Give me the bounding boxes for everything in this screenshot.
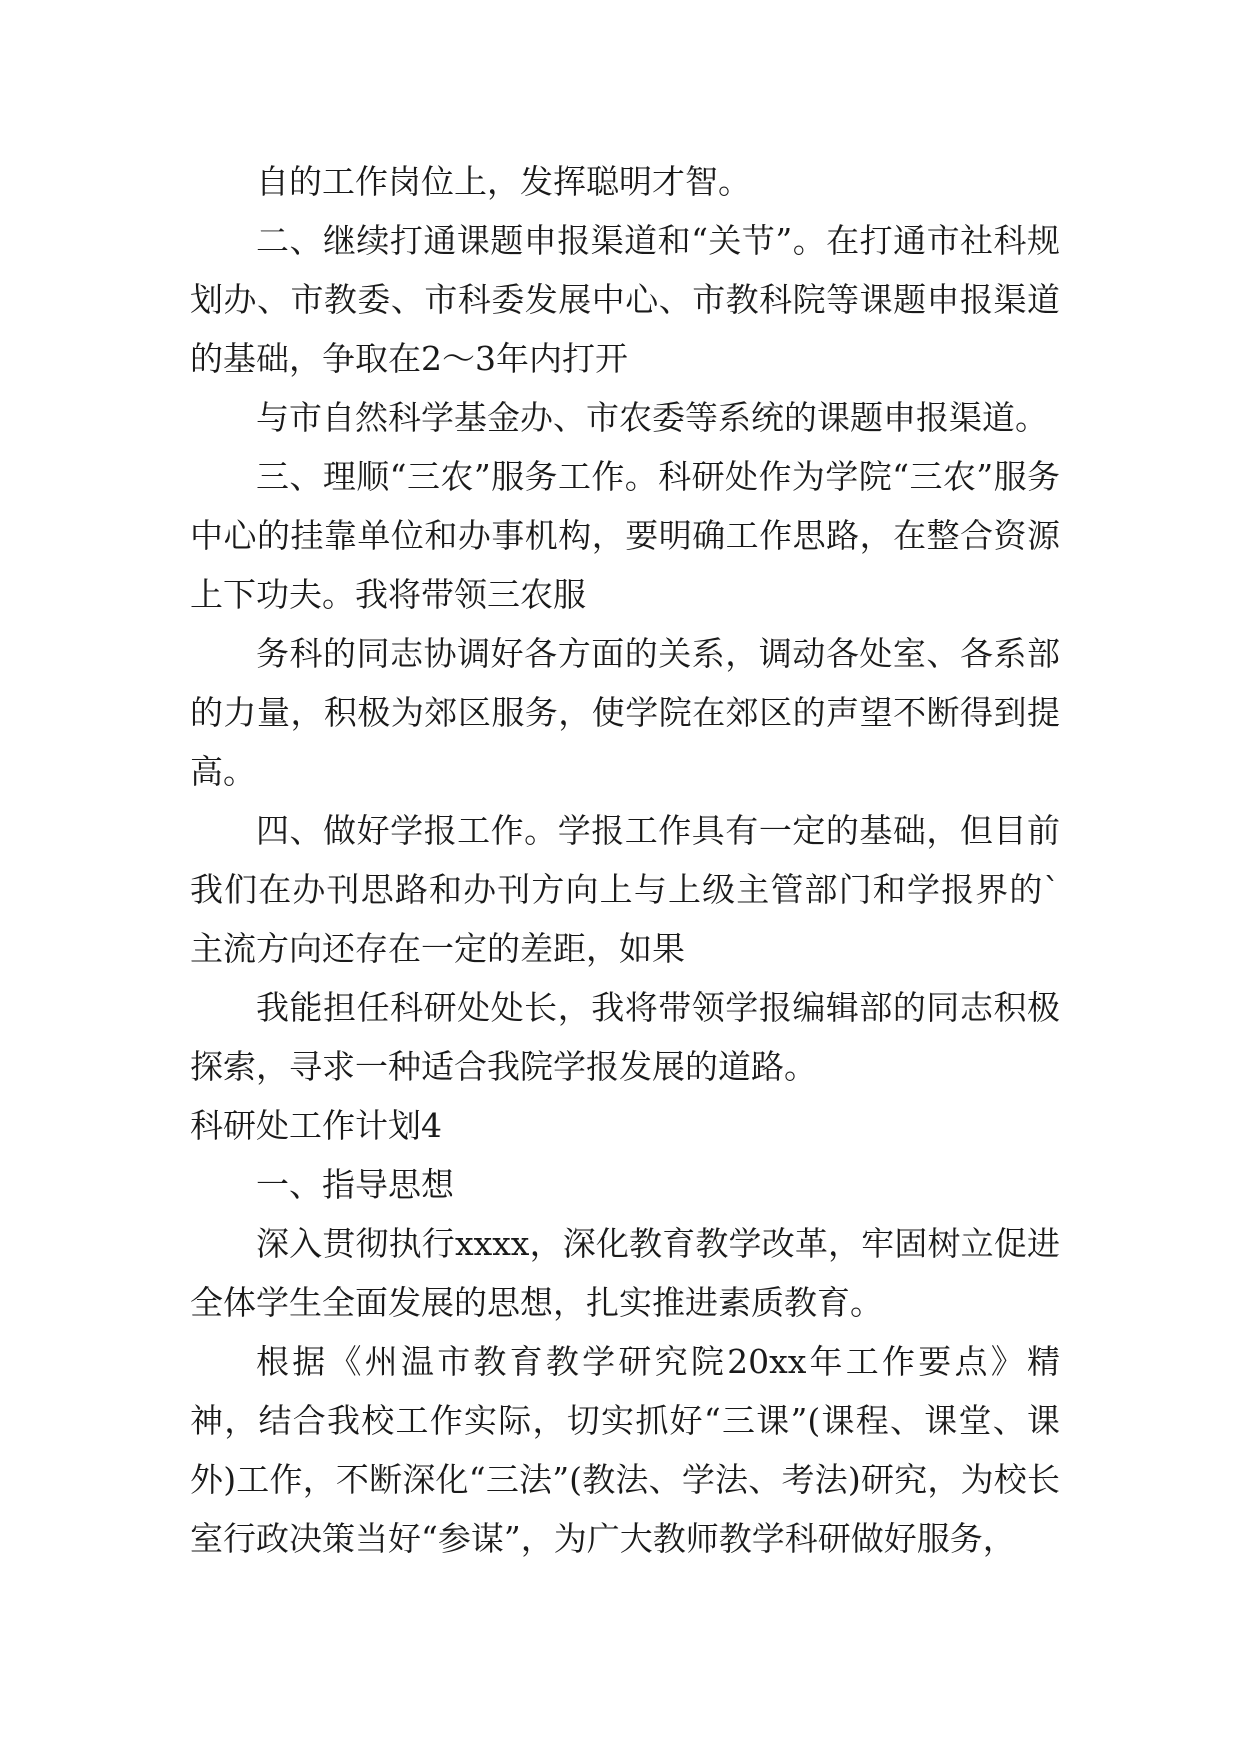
document-body	[190, 152, 1060, 1568]
paragraph-4: 三、理顺“三农”服务工作。科研处作为学院“三农”服务中心的挂靠单位和办事机构，要明确工作思路，在整合资源上下功夫。我将带领三农服	[190, 457, 1060, 614]
paragraph-9: 一、指导思想	[256, 1165, 454, 1204]
paragraph-11: 根据《州温市教育教学研究院20xx年工作要点》精神，结合我校工作实际，切实抓好“三课”(课程、课堂、课外)工作，不断深化“三法”(教法、学法、考法)研究，为校长室行政决策当好“参谋”，为广大教师教学科研做好服务，	[190, 1342, 1060, 1558]
paragraph-1: 自的工作岗位上，发挥聪明才智。	[256, 162, 751, 201]
paragraph-3: 与市自然科学基金办、市农委等系统的课题申报渠道。	[256, 398, 1048, 437]
paragraph-5: 务科的同志协调好各方面的关系，调动各处室、各系部的力量，积极为郊区服务，使学院在郊区的声望不断得到提高。	[190, 634, 1060, 791]
paragraph-10: 深入贯彻执行xxxx，深化教育教学改革，牢固树立促进全体学生全面发展的思想，扎实推进素质教育。	[190, 1224, 1060, 1322]
section-heading: 科研处工作计划4	[190, 1106, 442, 1145]
paragraph-2: 二、继续打通课题申报渠道和“关节”。在打通市社科规划办、市教委、市科委发展中心、市教科院等课题申报渠道的基础，争取在2～3年内打开	[190, 221, 1060, 378]
paragraph-7: 我能担任科研处处长，我将带领学报编辑部的同志积极探索，寻求一种适合我院学报发展的道路。	[190, 988, 1060, 1086]
paragraph-6: 四、做好学报工作。学报工作具有一定的基础，但目前我们在办刊思路和办刊方向上与上级主管部门和学报界的`主流方向还存在一定的差距，如果	[190, 811, 1060, 968]
